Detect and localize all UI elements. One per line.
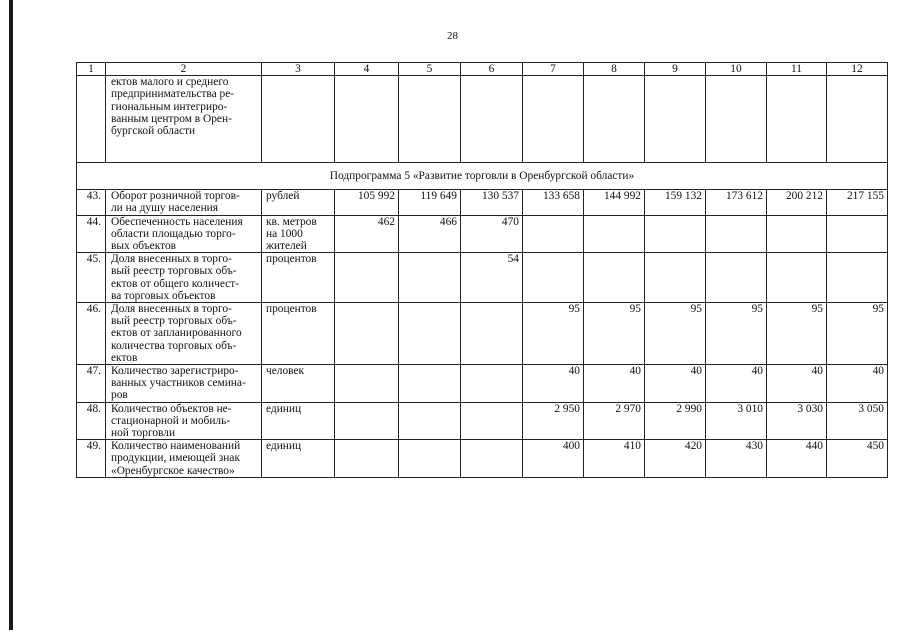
value-cell: 440 xyxy=(767,440,827,478)
unit-cell: единиц xyxy=(262,402,335,440)
value-cell xyxy=(584,215,645,253)
column-number: 10 xyxy=(706,63,767,76)
value-cell: 40 xyxy=(706,365,767,403)
value-cell: 217 155 xyxy=(827,190,888,215)
value-cell: 40 xyxy=(827,365,888,403)
column-number: 8 xyxy=(584,63,645,76)
value-cell xyxy=(399,303,461,365)
value-cell xyxy=(767,215,827,253)
value-cell xyxy=(335,253,399,303)
unit-cell: процентов xyxy=(262,303,335,365)
value-cell: 105 992 xyxy=(335,190,399,215)
value-cell xyxy=(523,253,584,303)
value-cell xyxy=(645,253,706,303)
value-cell xyxy=(584,253,645,303)
value-cell: 3 030 xyxy=(767,402,827,440)
row-index: 48. xyxy=(77,402,106,440)
unit-cell: кв. метров на 1000 жителей xyxy=(262,215,335,253)
table-row xyxy=(77,190,888,215)
value-cell: 159 132 xyxy=(645,190,706,215)
indicators-table xyxy=(76,62,888,478)
empty-cell xyxy=(262,76,335,163)
column-number: 9 xyxy=(645,63,706,76)
unit-cell: единиц xyxy=(262,440,335,478)
indicator-name: Доля внесенных в торго- вый реестр торговых объ- ектов от запланированного количества торговых объ- ектов xyxy=(106,303,262,365)
value-cell xyxy=(523,215,584,253)
value-cell xyxy=(335,402,399,440)
column-number: 3 xyxy=(262,63,335,76)
page-number: 28 xyxy=(447,30,458,42)
value-cell: 40 xyxy=(645,365,706,403)
column-number: 5 xyxy=(399,63,461,76)
value-cell: 95 xyxy=(523,303,584,365)
table-row xyxy=(77,402,888,440)
section-row xyxy=(77,163,888,190)
indicator-name: Доля внесенных в торго- вый реестр торговых объ- ектов от общего количест- ва торговых объектов xyxy=(106,253,262,303)
value-cell: 144 992 xyxy=(584,190,645,215)
value-cell: 173 612 xyxy=(706,190,767,215)
value-cell: 2 990 xyxy=(645,402,706,440)
empty-cell xyxy=(77,76,106,163)
value-cell xyxy=(706,253,767,303)
row-index: 47. xyxy=(77,365,106,403)
table-row xyxy=(77,440,888,478)
value-cell: 95 xyxy=(645,303,706,365)
value-cell xyxy=(461,303,523,365)
indicator-name: Количество зарегистриро- ванных участников семина- ров xyxy=(106,365,262,403)
value-cell: 400 xyxy=(523,440,584,478)
column-number: 1 xyxy=(77,63,106,76)
table-row xyxy=(77,215,888,253)
value-cell xyxy=(335,440,399,478)
value-cell: 40 xyxy=(584,365,645,403)
value-cell: 430 xyxy=(706,440,767,478)
column-number-row xyxy=(77,63,888,76)
value-cell: 466 xyxy=(399,215,461,253)
value-cell: 95 xyxy=(827,303,888,365)
value-cell: 119 649 xyxy=(399,190,461,215)
column-number: 2 xyxy=(106,63,262,76)
value-cell: 200 212 xyxy=(767,190,827,215)
value-cell: 3 010 xyxy=(706,402,767,440)
empty-cell xyxy=(335,76,399,163)
value-cell: 3 050 xyxy=(827,402,888,440)
column-number: 12 xyxy=(827,63,888,76)
value-cell xyxy=(399,402,461,440)
value-cell: 410 xyxy=(584,440,645,478)
value-cell: 130 537 xyxy=(461,190,523,215)
value-cell: 133 658 xyxy=(523,190,584,215)
empty-cell xyxy=(706,76,767,163)
unit-cell: человек xyxy=(262,365,335,403)
value-cell: 420 xyxy=(645,440,706,478)
continuation-row xyxy=(77,76,888,163)
table-row xyxy=(77,365,888,403)
value-cell xyxy=(645,215,706,253)
value-cell xyxy=(335,365,399,403)
row-index: 43. xyxy=(77,190,106,215)
empty-cell xyxy=(523,76,584,163)
value-cell: 95 xyxy=(706,303,767,365)
value-cell: 2 970 xyxy=(584,402,645,440)
value-cell: 40 xyxy=(767,365,827,403)
empty-cell xyxy=(645,76,706,163)
empty-cell xyxy=(584,76,645,163)
continuation-name: ектов малого и среднего предпринимательства ре- гиональным интегриро- ванным центром в Орен- бургской области xyxy=(106,76,262,163)
column-number: 11 xyxy=(767,63,827,76)
row-index: 46. xyxy=(77,303,106,365)
value-cell xyxy=(461,365,523,403)
value-cell: 95 xyxy=(767,303,827,365)
value-cell xyxy=(399,253,461,303)
unit-cell: процентов xyxy=(262,253,335,303)
scan-edge-bar xyxy=(9,0,13,630)
indicator-name: Количество наименований продукции, имеющей знак «Оренбургское качество» xyxy=(106,440,262,478)
value-cell: 54 xyxy=(461,253,523,303)
value-cell xyxy=(706,215,767,253)
row-index: 49. xyxy=(77,440,106,478)
value-cell: 450 xyxy=(827,440,888,478)
table-row xyxy=(77,253,888,303)
value-cell xyxy=(461,402,523,440)
empty-cell xyxy=(767,76,827,163)
indicator-name: Оборот розничной торгов- ли на душу населения xyxy=(106,190,262,215)
empty-cell xyxy=(399,76,461,163)
indicator-name: Количество объектов не- стационарной и мобиль- ной торговли xyxy=(106,402,262,440)
value-cell xyxy=(335,303,399,365)
value-cell: 95 xyxy=(584,303,645,365)
table-row xyxy=(77,303,888,365)
value-cell xyxy=(399,365,461,403)
value-cell: 40 xyxy=(523,365,584,403)
value-cell: 470 xyxy=(461,215,523,253)
row-index: 44. xyxy=(77,215,106,253)
value-cell xyxy=(767,253,827,303)
value-cell xyxy=(461,440,523,478)
column-number: 4 xyxy=(335,63,399,76)
section-title: Подпрограмма 5 «Развитие торговли в Оренбургской области» xyxy=(77,163,888,190)
value-cell xyxy=(827,215,888,253)
empty-cell xyxy=(827,76,888,163)
row-index: 45. xyxy=(77,253,106,303)
empty-cell xyxy=(461,76,523,163)
value-cell xyxy=(399,440,461,478)
indicator-name: Обеспеченность населения области площадью торго- вых объектов xyxy=(106,215,262,253)
value-cell: 2 950 xyxy=(523,402,584,440)
value-cell xyxy=(827,253,888,303)
column-number: 6 xyxy=(461,63,523,76)
column-number: 7 xyxy=(523,63,584,76)
value-cell: 462 xyxy=(335,215,399,253)
unit-cell: рублей xyxy=(262,190,335,215)
